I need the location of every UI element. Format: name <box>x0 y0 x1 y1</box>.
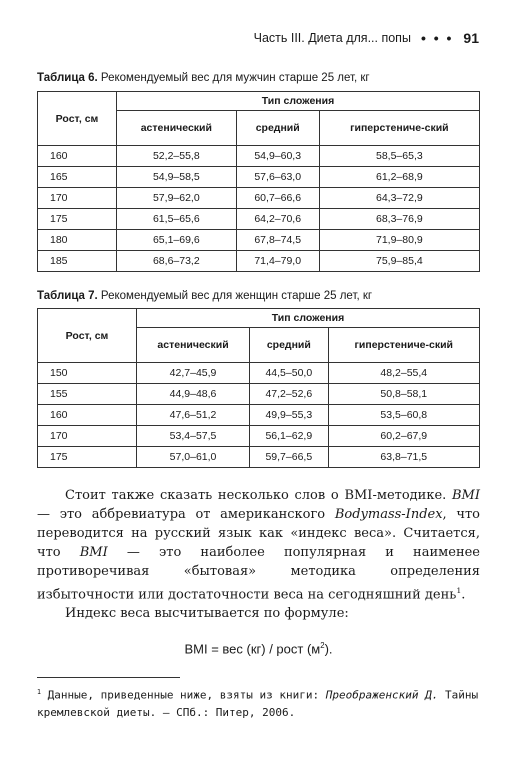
table-row <box>38 251 480 272</box>
weight-range-cell: 65,1–69,6 <box>117 230 237 251</box>
table7-label: Таблица 7. <box>37 290 98 302</box>
weight-range-cell: 64,3–72,9 <box>319 188 479 209</box>
footnote-mark: 1 <box>37 688 41 696</box>
formula-text: BMI = вес (кг) / рост (м <box>184 641 321 657</box>
table-row <box>38 209 480 230</box>
weight-range-cell: 75,9–85,4 <box>319 251 479 272</box>
height-cell: 170 <box>38 188 117 209</box>
p1-part-c: , что переводится на русский язык как «индекс веса». Считается, что <box>37 507 480 560</box>
weight-range-cell: 53,4–57,5 <box>137 426 250 447</box>
weight-range-cell: 48,2–55,4 <box>328 363 479 384</box>
header-dots: • • • <box>420 30 454 46</box>
weight-range-cell: 49,9–55,3 <box>250 405 328 426</box>
height-cell: 185 <box>38 251 117 272</box>
table-row <box>38 146 480 167</box>
weight-range-cell: 60,7–66,6 <box>236 188 319 209</box>
weight-range-cell: 47,2–52,6 <box>250 384 328 405</box>
paragraph-bmi <box>37 486 480 604</box>
weight-range-cell: 68,6–73,2 <box>117 251 237 272</box>
height-cell: 175 <box>38 447 137 468</box>
weight-range-cell: 57,0–61,0 <box>137 447 250 468</box>
p1-part-a: Стоит также сказать несколько слов о BMI-методике. <box>65 488 452 503</box>
page-number: 91 <box>463 30 479 46</box>
body-text <box>37 486 480 623</box>
p1-part-d: — это наиболее популярная и наименее противоречивая «бытовая» методика определения избыточности или достаточности веса на сегодняшний день <box>37 545 480 603</box>
weight-range-cell: 71,9–80,9 <box>319 230 479 251</box>
table-row <box>38 167 480 188</box>
table7-col-height: Рост, см <box>38 309 137 363</box>
weight-range-cell: 71,4–79,0 <box>236 251 319 272</box>
footnote-author: Преображенский Д. <box>325 688 439 702</box>
running-header <box>254 30 479 46</box>
height-cell: 165 <box>38 167 117 188</box>
table7 <box>37 308 480 468</box>
height-cell: 180 <box>38 230 117 251</box>
weight-range-cell: 44,9–48,6 <box>137 384 250 405</box>
weight-range-cell: 61,2–68,9 <box>319 167 479 188</box>
table7-col-normal: средний <box>250 328 328 363</box>
weight-range-cell: 42,7–45,9 <box>137 363 250 384</box>
weight-range-cell: 60,2–67,9 <box>328 426 479 447</box>
bmi-formula <box>0 641 517 656</box>
footnote-text-a: Данные, приведенные ниже, взяты из книги: <box>40 688 326 702</box>
table-row <box>38 447 480 468</box>
table7-col-group: Тип сложения <box>137 309 480 328</box>
weight-range-cell: 57,6–63,0 <box>236 167 319 188</box>
table7-col-hypersthenic: гиперстениче-ский <box>328 328 479 363</box>
weight-range-cell: 64,2–70,6 <box>236 209 319 230</box>
table-row <box>38 188 480 209</box>
table-row <box>38 426 480 447</box>
table6-col-asthenic: астенический <box>117 111 237 146</box>
height-cell: 175 <box>38 209 117 230</box>
p1-term-italic: Bodymass-Index <box>334 507 443 522</box>
height-cell: 170 <box>38 426 137 447</box>
table7-caption <box>37 290 372 302</box>
weight-range-cell: 63,8–71,5 <box>328 447 479 468</box>
weight-range-cell: 54,9–58,5 <box>117 167 237 188</box>
table-row <box>38 384 480 405</box>
table6-col-height: Рост, см <box>38 92 117 146</box>
paragraph-formula-intro: Индекс веса высчитывается по формуле: <box>65 606 349 622</box>
height-cell: 150 <box>38 363 137 384</box>
height-cell: 155 <box>38 384 137 405</box>
table6-caption-text: Рекомендуемый вес для мужчин старше 25 лет, кг <box>100 72 370 84</box>
table6-caption <box>37 72 370 84</box>
footnote-ref: 1 <box>456 586 462 595</box>
table6-col-normal: средний <box>236 111 319 146</box>
p1-part-b: — это аббревиатура от американского <box>37 507 335 522</box>
table-row <box>38 405 480 426</box>
table7-col-asthenic: астенический <box>137 328 250 363</box>
p1-bmi-italic: BMI <box>452 488 480 503</box>
weight-range-cell: 53,5–60,8 <box>328 405 479 426</box>
table6-col-hypersthenic: гиперстениче-ский <box>319 111 479 146</box>
footnote-text-b: Тайны кремлевской диеты. — СПб.: Питер, 2006. <box>37 688 479 719</box>
table-row <box>38 230 480 251</box>
table6-col-group: Тип сложения <box>117 92 480 111</box>
footnote <box>37 684 480 721</box>
weight-range-cell: 58,5–65,3 <box>319 146 479 167</box>
running-title: Часть III. Диета для... попы <box>253 31 411 45</box>
formula-end: ). <box>324 641 333 657</box>
footnote-divider <box>37 677 180 678</box>
formula-sup: 2 <box>320 641 325 650</box>
p1-part-e: . <box>461 587 466 603</box>
weight-range-cell: 54,9–60,3 <box>236 146 319 167</box>
weight-range-cell: 47,6–51,2 <box>137 405 250 426</box>
height-cell: 160 <box>38 146 117 167</box>
weight-range-cell: 57,9–62,0 <box>117 188 237 209</box>
table7-caption-text: Рекомендуемый вес для женщин старше 25 лет, кг <box>100 290 373 302</box>
weight-range-cell: 59,7–66,5 <box>250 447 328 468</box>
weight-range-cell: 67,8–74,5 <box>236 230 319 251</box>
weight-range-cell: 50,8–58,1 <box>328 384 479 405</box>
weight-range-cell: 52,2–55,8 <box>117 146 237 167</box>
weight-range-cell: 61,5–65,6 <box>117 209 237 230</box>
table6 <box>37 91 480 272</box>
weight-range-cell: 44,5–50,0 <box>250 363 328 384</box>
p1-bmi2-italic: BMI <box>79 545 108 560</box>
table6-label: Таблица 6. <box>37 72 98 84</box>
table-row <box>38 363 480 384</box>
weight-range-cell: 56,1–62,9 <box>250 426 328 447</box>
height-cell: 160 <box>38 405 137 426</box>
weight-range-cell: 68,3–76,9 <box>319 209 479 230</box>
